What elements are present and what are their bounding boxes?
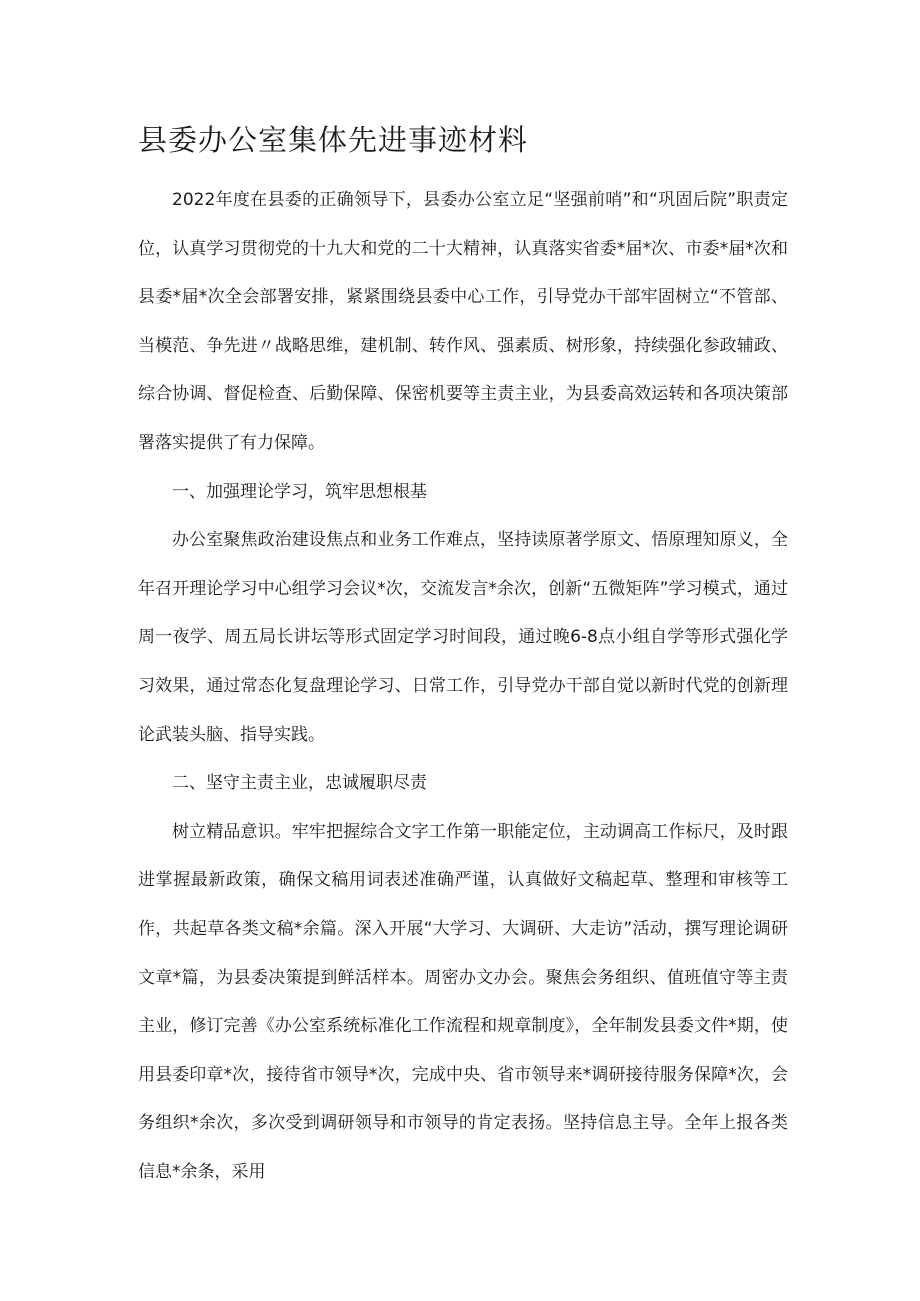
section-1-heading: 一、加强理论学习，筑牢思想根基 bbox=[172, 481, 427, 502]
section-2-heading: 二、坚守主责主业，忠诚履职尽责 bbox=[172, 773, 427, 794]
document-body bbox=[138, 176, 788, 1196]
section-2-paragraph: 树立精品意识。牢牢把握综合文字工作第一职能定位，主动调高工作标尺，及时跟进掌握最新政策，确保文稿用词表述准确严谨，认真做好文稿起草、整理和审核等工作，共起草各类文稿*余篇。深入开展“大学习、大调研、大走访”活动，撰写理论调研文章*篇，为县委决策提到鲜活样本。周密办文办会。聚焦会务组织、值班值守等主责主业，修订完善《办公室系统标准化工作流程和规章制度》，全年制发县委文件*期，使用县委印章*次，接待省市领导*次，完成中央、省市领导来*调研接待服务保障*次，会务组织*余次，多次受到调研领导和市领导的肯定表扬。坚持信息主导。全年上报各类信息*余条，采用 bbox=[138, 821, 788, 1182]
document-title: 县委办公室集体先进事迹材料 bbox=[138, 123, 529, 157]
section-1-paragraph: 办公室聚焦政治建设焦点和业务工作难点，坚持读原著学原文、悟原理知原义，全年召开理论学习中心组学习会议*次，交流发言*余次，创新“五微矩阵”学习模式，通过周一夜学、周五局长讲坛等形式固定学习时间段，通过晚6-8点小组自学等形式强化学习效果，通过常态化复盘理论学习、日常工作，引导党办干部自觉以新时代党的创新理论武装头脑、指导实践。 bbox=[138, 530, 788, 745]
intro-paragraph: 2022年度在县委的正确领导下，县委办公室立足“坚强前哨”和“巩固后院”职责定位，认真学习贯彻党的十九大和党的二十大精神，认真落实省委*届*次、市委*届*次和县委*届*次全会部署安排，紧紧围绕县委中心工作，引导党办干部牢固树立“不管部、当模范、争先进〃战略思维，建机制、转作风、强素质、树形象，持续强化参政辅政、综合协调、督促检查、后勤保障、保密机要等主责主业，为县委高效运转和各项决策部署落实提供了有力保障。 bbox=[138, 190, 788, 453]
